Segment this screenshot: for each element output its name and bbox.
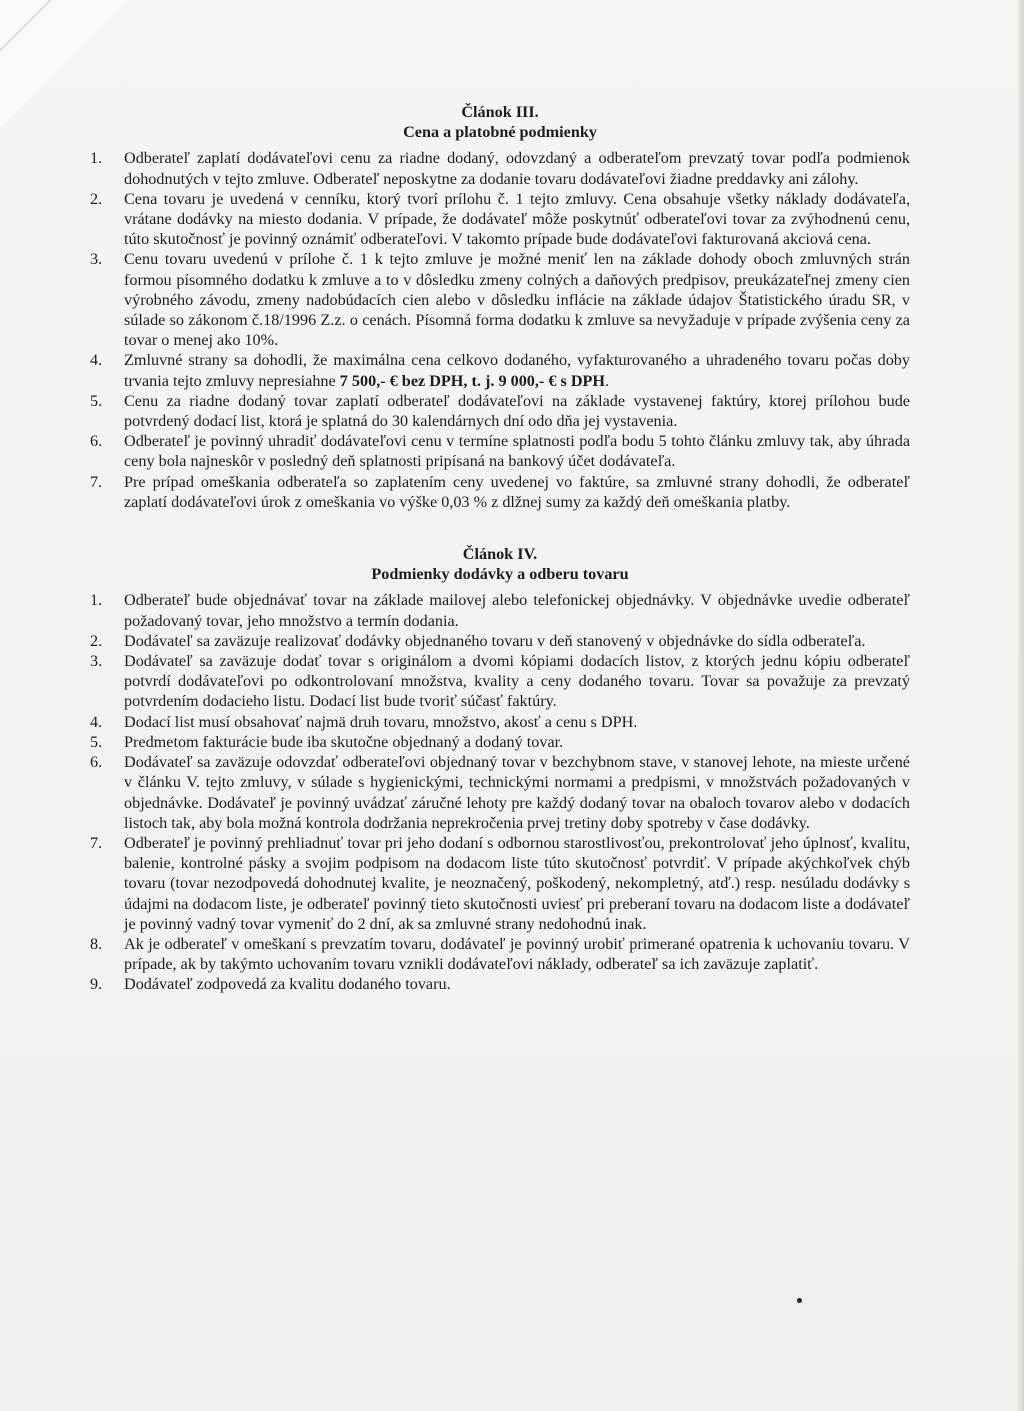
article-3-title: Cena a platobné podmienky bbox=[403, 123, 597, 142]
list-item bbox=[90, 833, 910, 934]
item-number: 4. bbox=[90, 351, 103, 370]
item-number: 8. bbox=[90, 934, 103, 953]
section-spacer bbox=[90, 512, 910, 544]
article-3-number: Článok III. bbox=[461, 103, 539, 121]
max-price: 7 500,- € bez DPH, t. j. 9 000,- € s DPH bbox=[339, 371, 606, 390]
item-number: 1. bbox=[90, 149, 103, 168]
item-number: 5. bbox=[90, 391, 103, 410]
item-text: Zmluvné strany sa dohodli, že maximálna cena celkovo dodaného, vyfakturovaného a uhradeného tovaru počas doby trvania tejto zmluvy nepresiahne bbox=[124, 351, 910, 390]
item-text: Odberateľ je povinný uhradiť dodávateľovi cenu v termíne splatnosti podľa bodu 5 tohto článku zmluvy tak, aby úhrada ceny bola najneskôr v posledný deň splatnosti pripísaná na bankový účet dodávateľa. bbox=[124, 432, 910, 471]
list-item bbox=[90, 148, 910, 188]
list-item bbox=[90, 631, 910, 651]
item-number: 2. bbox=[90, 189, 103, 208]
item-number: 2. bbox=[90, 631, 103, 650]
item-number: 4. bbox=[90, 712, 103, 731]
item-text: Odberateľ je povinný prehliadnuť tovar pri jeho dodaní s odbornou starostlivosťou, prekontrolovať jeho úplnosť, kvalitu, balenie, kontrolné pásky a svojim podpisom na dodacom liste túto skutočnosť potvrdiť. V prípade akýchkoľvek chýb tovaru (tovar nezodpovedá dohodnutej kvalite, je neoznačený, poškodený, nekompletný, atď.) resp. nesúladu dodávky s údajmi na dodacom liste, je odberateľ povinný tieto skutočnosti uviesť pri preberaní tovaru na dodacom liste a dodávateľ je povinný vadný tovar vymeniť do 2 dní, ak sa zmluvné strany nedohodnú inak. bbox=[124, 833, 910, 933]
item-text: Cena tovaru je uvedená v cenníku, ktorý tvorí prílohu č. 1 tejto zmluvy. Cena obsahuje všetky náklady dodávateľa, vrátane dodávky na miesto dodania. V prípade, že dodávateľ môže poskytnúť odberateľovi tovar za zvýhodnenú cenu, túto skutočnosť je povinný oznámiť odberateľovi. V takomto prípade bude dodávateľovi fakturovaná akciová cena. bbox=[124, 189, 910, 249]
item-number: 6. bbox=[90, 432, 103, 451]
item-number: 9. bbox=[90, 975, 103, 994]
item-text: Dodávateľ zodpovedá za kvalitu dodaného tovaru. bbox=[124, 975, 451, 994]
article-3 bbox=[90, 102, 910, 512]
item-text: Predmetom fakturácie bude iba skutočne objednaný a dodaný tovar. bbox=[124, 732, 564, 751]
item-number: 7. bbox=[90, 833, 103, 852]
article-4-title: Podmienky dodávky a odberu tovaru bbox=[371, 565, 629, 584]
folded-corner bbox=[0, 0, 128, 128]
item-text: Dodací list musí obsahovať najmä druh tovaru, množstvo, akosť a cenu s DPH. bbox=[124, 712, 638, 731]
item-text: Cenu za riadne dodaný tovar zaplatí odberateľ dodávateľovi na základe vystavenej faktúry, ktorej prílohou bude potvrdený dodací list, ktorá je splatná do 30 kalendárnych dní odo dňa jej vystavenia. bbox=[124, 391, 910, 431]
item-number: 3. bbox=[90, 250, 103, 269]
article-4-number: Článok IV. bbox=[462, 545, 538, 564]
item-text: Dodávateľ sa zaväzuje realizovať dodávky objednaného tovaru v deň stanovený v objednávke do sídla odberateľa. bbox=[124, 631, 866, 650]
item-text: Odberateľ zaplatí dodávateľovi cenu za riadne dodaný, odovzdaný a odberateľom prevzatý tovar podľa podmienok dohodnutých v tejto zmluve. Odberateľ neposkytne za dodanie tovaru dodávateľovi žiadne preddavky ani zálohy. bbox=[124, 149, 910, 188]
article-4-list bbox=[90, 590, 910, 994]
list-item bbox=[90, 752, 910, 833]
item-number: 3. bbox=[90, 652, 103, 671]
item-number: 1. bbox=[90, 591, 103, 610]
list-item bbox=[90, 934, 910, 974]
item-text: Ak je odberateľ v omeškaní s prevzatím tovaru, dodávateľ je povinný urobiť primerané opatrenia k uchovaniu tovaru. V prípade, ak by takýmto uchovaním tovaru vznikli dodávateľovi náklady, odberateľ sa ich zaväzuje zaplatiť. bbox=[124, 934, 910, 974]
page-edge-shadow bbox=[1018, 0, 1024, 1411]
list-item bbox=[90, 350, 910, 390]
list-item bbox=[90, 712, 910, 732]
article-3-list bbox=[90, 148, 910, 512]
item-text-tail: . bbox=[605, 371, 610, 390]
document-body bbox=[90, 102, 910, 995]
item-text: Dodávateľ sa zaväzuje odovzdať odberateľovi objednaný tovar v bezchybnom stave, v stanovej lehote, na mieste určené v článku V. tejto zmluvy, v súlade s hygienickými, technickými normami a predpismi, v množstvách požadovaných v objednávke. Dodávateľ je povinný uvádzať záručné lehoty pre každý dodaný tovar na obaloch tovarov alebo v dodacích listoch tak, aby bola možná kontrola dodržania neprekročenia prvej tretiny doby spotreby v čase dodávky. bbox=[124, 753, 910, 832]
article-4 bbox=[90, 544, 910, 994]
item-text: Pre prípad omeškania odberateľa so zaplatením ceny uvedenej vo faktúre, sa zmluvné strany dohodli, že odberateľ zaplatí dodávateľovi úrok z omeškania vo výške 0,03 % z dlžnej sumy za každý deň omeškania platby. bbox=[124, 472, 910, 511]
list-item bbox=[90, 391, 910, 431]
list-item bbox=[90, 472, 910, 512]
list-item bbox=[90, 189, 910, 250]
list-item bbox=[90, 651, 910, 712]
list-item bbox=[90, 431, 910, 471]
item-number: 6. bbox=[90, 753, 103, 772]
list-item bbox=[90, 974, 910, 994]
list-item bbox=[90, 732, 910, 752]
item-number: 5. bbox=[90, 732, 103, 751]
list-item bbox=[90, 590, 910, 630]
list-item bbox=[90, 249, 910, 350]
item-text: Dodávateľ sa zaväzuje dodať tovar s originálom a dvomi kópiami dodacích listov, z ktorých jednu kópiu odberateľ potvrdí dodávateľovi po odkontrolovaní množstva, kvality a ceny dodaného tovaru. Tovar sa považuje za prevzatý potvrdením dodacieho listu. Dodací list bude tvoriť súčasť faktúry. bbox=[124, 652, 910, 711]
ink-dot-mark bbox=[797, 1298, 802, 1303]
item-number: 7. bbox=[90, 472, 103, 491]
item-text: Odberateľ bude objednávať tovar na základe mailovej alebo telefonickej objednávky. V objednávke uvedie odberateľ požadovaný tovar, jeho množstvo a termín dodania. bbox=[124, 591, 910, 630]
item-text: Cenu tovaru uvedenú v prílohe č. 1 k tejto zmluve je možné meniť len na základe dohody oboch zmluvných strán formou písomného dodatku k zmluve a to v dôsledku zmeny colných a daňových predpisov, preukázateľnej zmeny cien výrobného závodu, zmeny nadobúdacích cien alebo v dôsledku inflácie na základe údajov Štatistického úradu SR, v súlade so zákonom č.18/1996 Z.z. o cenách. Písomná forma dodatku k zmluve sa nevyžaduje v prípade zvýšenia ceny za tovar o menej ako 10%. bbox=[124, 250, 910, 350]
